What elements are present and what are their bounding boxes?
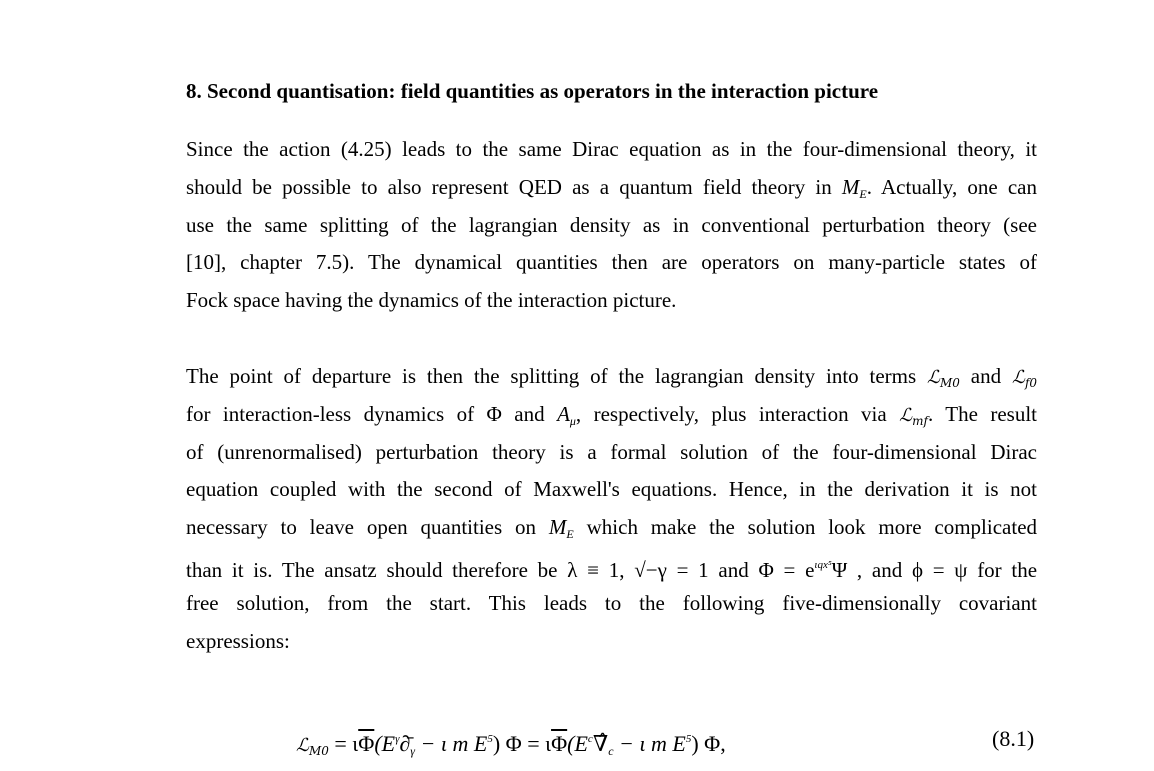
math-Lf0: ℒ$_{f0}$ [1011, 367, 1038, 390]
paragraph-2 [186, 358, 1037, 660]
math-sqrt-gamma: √−γ = 1 [634, 557, 709, 582]
text-line: use the same splitting of the lagrangian density as in conventional perturbation theory (see [186, 212, 1037, 237]
text-line: The point of departure is then the splitting of the lagrangian density into terms ℒ$_{M0}$ and ℒ$_{f0}$ [186, 364, 1038, 390]
text-line: than it is. The ansatz should therefore be λ ≡ 1, √−γ = 1 and $\Phi = e^{\iota qx^5}\Psi$ , and ϕ = ψ for the [186, 557, 1038, 582]
text-line: free solution, from the start. This leads to the following five-dimensionally covariant [186, 590, 1037, 615]
math-Phi-ansatz: $\Phi = e^{\iota qx^5}\Psi$ [758, 557, 848, 582]
text-line: Since the action (4.25) leads to the same Dirac equation as in the four-dimensional theory, it [186, 137, 1037, 161]
math-lambda: λ ≡ 1, [567, 557, 625, 582]
eq-lhs: ℒ$_{M0}$ [296, 735, 329, 758]
text-line: of (unrenormalised) perturbation theory is a formal solution of the four-dimensional Dirac [186, 439, 1037, 464]
text-line: expressions: [186, 628, 290, 653]
equation-number: (8.1) [992, 726, 1035, 751]
math-ME: $M_E$ [841, 174, 867, 201]
text-span: should be possible to also represent QED as a quantum field theory in [186, 174, 832, 199]
text-line: Fock space having the dynamics of the interaction picture. [186, 288, 677, 313]
math-ME: $M_E$ [548, 515, 574, 542]
math-A-mu: $A_\mu$ [557, 401, 576, 428]
text-line: [10], chapter 7.5). The dynamical quantities then are operators on many-particle states of [186, 250, 1037, 275]
text-line: equation coupled with the second of Maxwell's equations. Hence, in the derivation it is not [186, 477, 1037, 502]
text-line [186, 169, 1037, 207]
paragraph-1 [186, 131, 1037, 320]
equation-8-1: ℒ$_{M0}$ = $\iota\overline{\Phi}(E^\gamma\partial̄_\gamma - \iota$ m $E^5$) $\Phi = \iota\overline{\Phi}(E^c\nablâ_c - \iota$ m $E^5$) Φ, [296, 731, 726, 758]
math-phi-psi: ϕ = ψ [911, 557, 968, 582]
text-line: necessary to leave open quantities on $M_E$ which make the solution look more complicated [186, 515, 1038, 542]
section-heading: 8. Second quantisation: field quantities as operators in the interaction picture [186, 79, 879, 103]
math-Phi: Φ [486, 401, 502, 426]
math-LM0: ℒ$_{M0}$ [927, 367, 960, 390]
text-line: for interaction-less dynamics of Φ and $A_\mu$, respectively, plus interaction via ℒ$_{mf}$. The result [186, 401, 1038, 428]
math-Lmf: ℒ$_{mf}$ [899, 404, 928, 428]
text-span: . Actually, one can [866, 174, 1037, 199]
